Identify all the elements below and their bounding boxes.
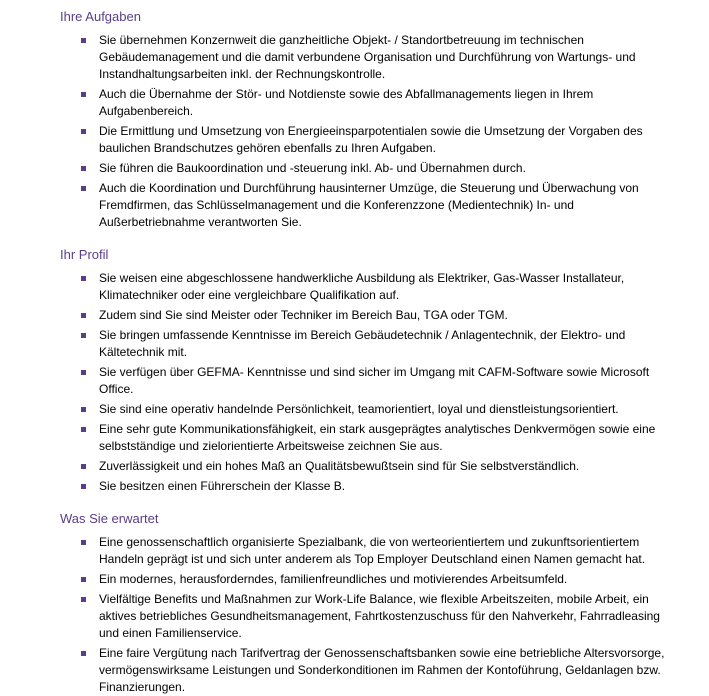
list-item xyxy=(60,160,680,177)
list-item-text: Eine sehr gute Kommunikationsfähigkeit, ein stark ausgeprägtes analytisches Denkvermögen sowie eine selbstständige und zielorientierte Arbeitsweise zeichnen Sie aus. xyxy=(99,422,656,453)
list-item xyxy=(60,571,680,588)
square-bullet-icon xyxy=(81,577,86,582)
square-bullet-icon xyxy=(81,370,86,375)
section-title: Was Sie erwartet xyxy=(60,511,159,526)
list-item-text: Sie verfügen über GEFMA- Kenntnisse und sind sicher im Umgang mit CAFM-Software sowie Microsoft Office. xyxy=(99,365,650,396)
square-bullet-icon xyxy=(81,92,86,97)
profile-list xyxy=(60,270,709,495)
list-item xyxy=(60,534,680,568)
list-item-text: Auch die Übernahme der Stör- und Notdienste sowie des Abfallmanagements liegen in Ihrem Aufgabenbereich. xyxy=(99,87,594,118)
list-item xyxy=(60,458,680,475)
offer-list xyxy=(60,534,709,696)
square-bullet-icon xyxy=(81,333,86,338)
section-title: Ihre Aufgaben xyxy=(60,9,141,24)
list-item-text: Sie bringen umfassende Kenntnisse im Bereich Gebäudetechnik / Anlagentechnik, der Elektro- und Kältetechnik mit. xyxy=(99,328,626,359)
square-bullet-icon xyxy=(81,651,86,656)
list-item-text: Ein modernes, herausforderndes, familienfreundliches und motivierendes Arbeitsumfeld. xyxy=(99,572,568,586)
square-bullet-icon xyxy=(81,129,86,134)
list-item-text: Vielfältige Benefits und Maßnahmen zur Work-Life Balance, wie flexible Arbeitszeiten, mobile Arbeit, ein aktives betriebliches Gesundheitsmanagement, Fahrtkostenzuschuss für den Nahverkehr, Fahrradleasing und einen Familienservice. xyxy=(99,592,660,640)
square-bullet-icon xyxy=(81,276,86,281)
square-bullet-icon xyxy=(81,407,86,412)
list-item xyxy=(60,123,680,157)
list-item-text: Die Ermittlung und Umsetzung von Energieeinsparpotentialen sowie die Umsetzung der Vorgaben des baulichen Brandschutzes gehören ebenfalls zu Ihren Aufgaben. xyxy=(99,124,643,155)
square-bullet-icon xyxy=(81,484,86,489)
section-profile xyxy=(60,246,709,495)
section-tasks xyxy=(60,8,709,231)
list-item xyxy=(60,180,680,231)
list-item-text: Sie sind eine operativ handelnde Persönlichkeit, teamorientiert, loyal und dienstleistungsorientiert. xyxy=(99,402,619,416)
list-item xyxy=(60,32,680,83)
square-bullet-icon xyxy=(81,313,86,318)
list-item xyxy=(60,591,680,642)
list-item xyxy=(60,421,680,455)
list-item-text: Sie weisen eine abgeschlossene handwerkliche Ausbildung als Elektriker, Gas-Wasser Installateur, Klimatechniker oder eine vergleichbare Qualifikation auf. xyxy=(99,271,625,302)
list-item-text: Eine genossenschaftlich organisierte Spezialbank, die von werteorientiertem und zukunftsorientiertem Handeln geprägt ist und sich unter anderem als Top Employer Deutschland einen Namen gemacht hat. xyxy=(99,535,646,566)
list-item-text: Sie besitzen einen Führerschein der Klasse B. xyxy=(99,479,346,493)
list-item-text: Auch die Koordination und Durchführung hausinterner Umzüge, die Steuerung und Überwachung von Fremdfirmen, das Schlüsselmanagement und die Konferenzzone (Medientechnik) In- und Außerbetriebnahme verantworten Sie. xyxy=(99,181,639,229)
list-item xyxy=(60,645,680,696)
tasks-list xyxy=(60,32,709,231)
square-bullet-icon xyxy=(81,38,86,43)
list-item xyxy=(60,270,680,304)
list-item xyxy=(60,401,680,418)
list-item-text: Sie führen die Baukoordination und -steuerung inkl. Ab- und Übernahmen durch. xyxy=(99,161,526,175)
section-offer xyxy=(60,510,709,696)
list-item xyxy=(60,86,680,120)
square-bullet-icon xyxy=(81,186,86,191)
list-item-text: Zudem sind Sie sind Meister oder Techniker im Bereich Bau, TGA oder TGM. xyxy=(99,308,508,322)
square-bullet-icon xyxy=(81,166,86,171)
list-item xyxy=(60,364,680,398)
square-bullet-icon xyxy=(81,464,86,469)
list-item xyxy=(60,307,680,324)
list-item-text: Zuverlässigkeit und ein hohes Maß an Qualitätsbewußtsein sind für Sie selbstverständlich. xyxy=(99,459,580,473)
section-title: Ihr Profil xyxy=(60,247,109,262)
square-bullet-icon xyxy=(81,427,86,432)
list-item-text: Eine faire Vergütung nach Tarifvertrag der Genossenschaftsbanken sowie eine betriebliche Altersvorsorge, vermögenswirksame Leistungen und Sonderkonditionen im Rahmen der Kontoführung, Geldanlagen bzw. Finanzierungen. xyxy=(99,646,665,694)
list-item xyxy=(60,327,680,361)
list-item xyxy=(60,478,680,495)
list-item-text: Sie übernehmen Konzernweit die ganzheitliche Objekt- / Standortbetreuung im technischen Gebäudemanagement und die damit verbundene Organisation und Durchführung von Wartungs- und Instandhaltungsarbeiten inkl. der Rechnungskontrolle. xyxy=(99,33,636,81)
square-bullet-icon xyxy=(81,540,86,545)
square-bullet-icon xyxy=(81,597,86,602)
